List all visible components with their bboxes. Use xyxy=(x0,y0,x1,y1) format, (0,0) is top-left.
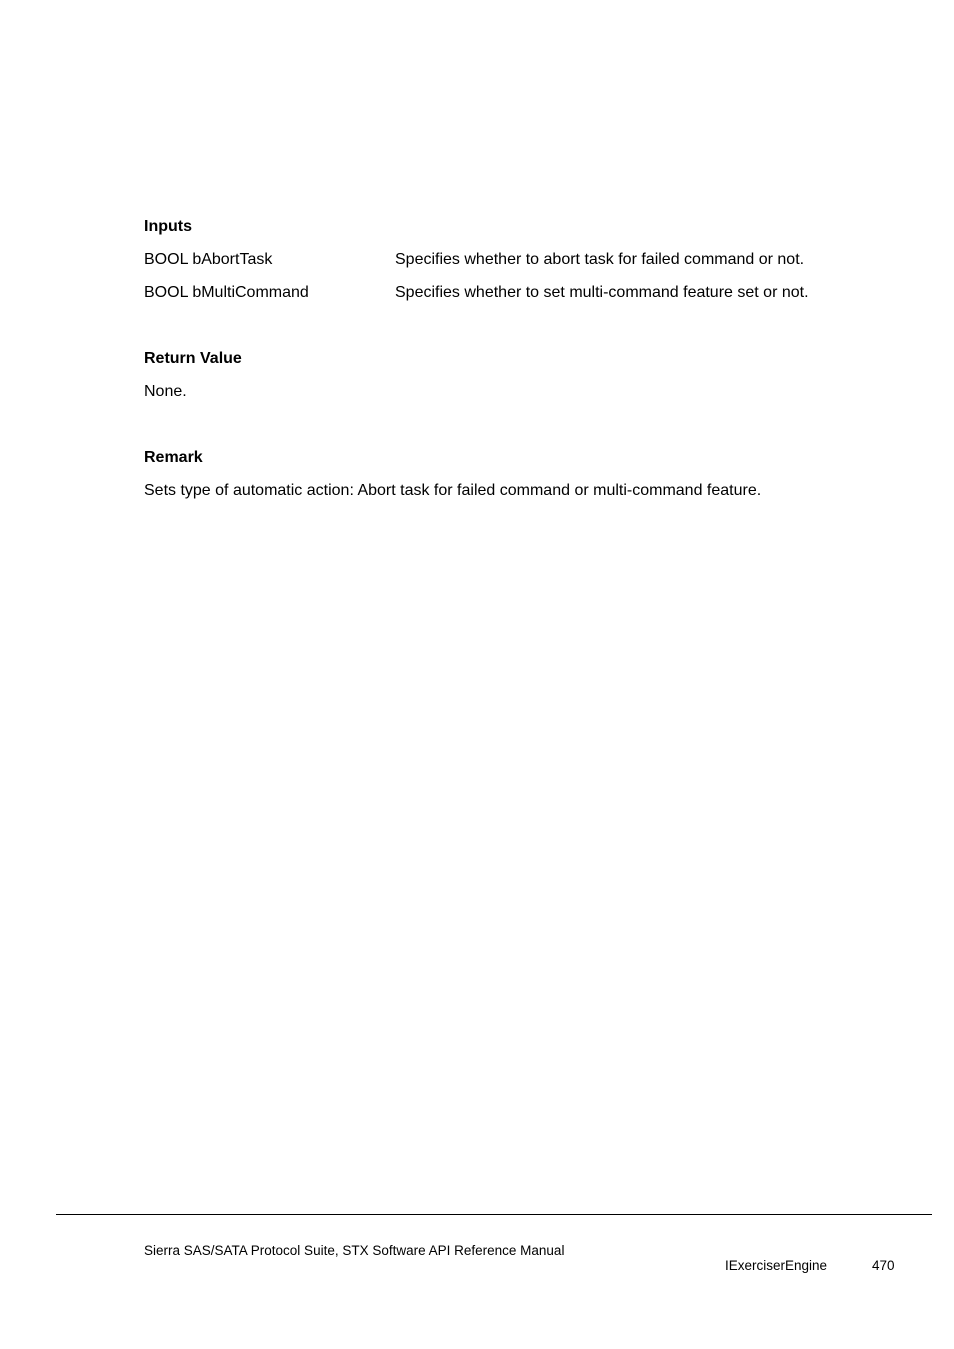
inputs-heading: Inputs xyxy=(144,218,192,235)
return-value-heading: Return Value xyxy=(144,350,242,367)
param-description-abort-task: Specifies whether to abort task for failed command or not. xyxy=(395,251,805,268)
param-name-multi-command: BOOL bMultiCommand xyxy=(144,284,309,301)
footer-page-number: 470 xyxy=(872,1258,895,1273)
return-value-text: None. xyxy=(144,383,187,400)
footer-section-name: IExerciserEngine xyxy=(725,1258,828,1273)
param-name-abort-task: BOOL bAbortTask xyxy=(144,251,273,268)
remark-heading: Remark xyxy=(144,449,203,466)
footer-divider xyxy=(56,1214,932,1215)
param-description-multi-command: Specifies whether to set multi-command feature set or not. xyxy=(395,284,809,301)
footer-manual-title: Sierra SAS/SATA Protocol Suite, STX Software API Reference Manual xyxy=(144,1243,565,1258)
remark-text: Sets type of automatic action: Abort task for failed command or multi-command feature. xyxy=(144,482,762,499)
